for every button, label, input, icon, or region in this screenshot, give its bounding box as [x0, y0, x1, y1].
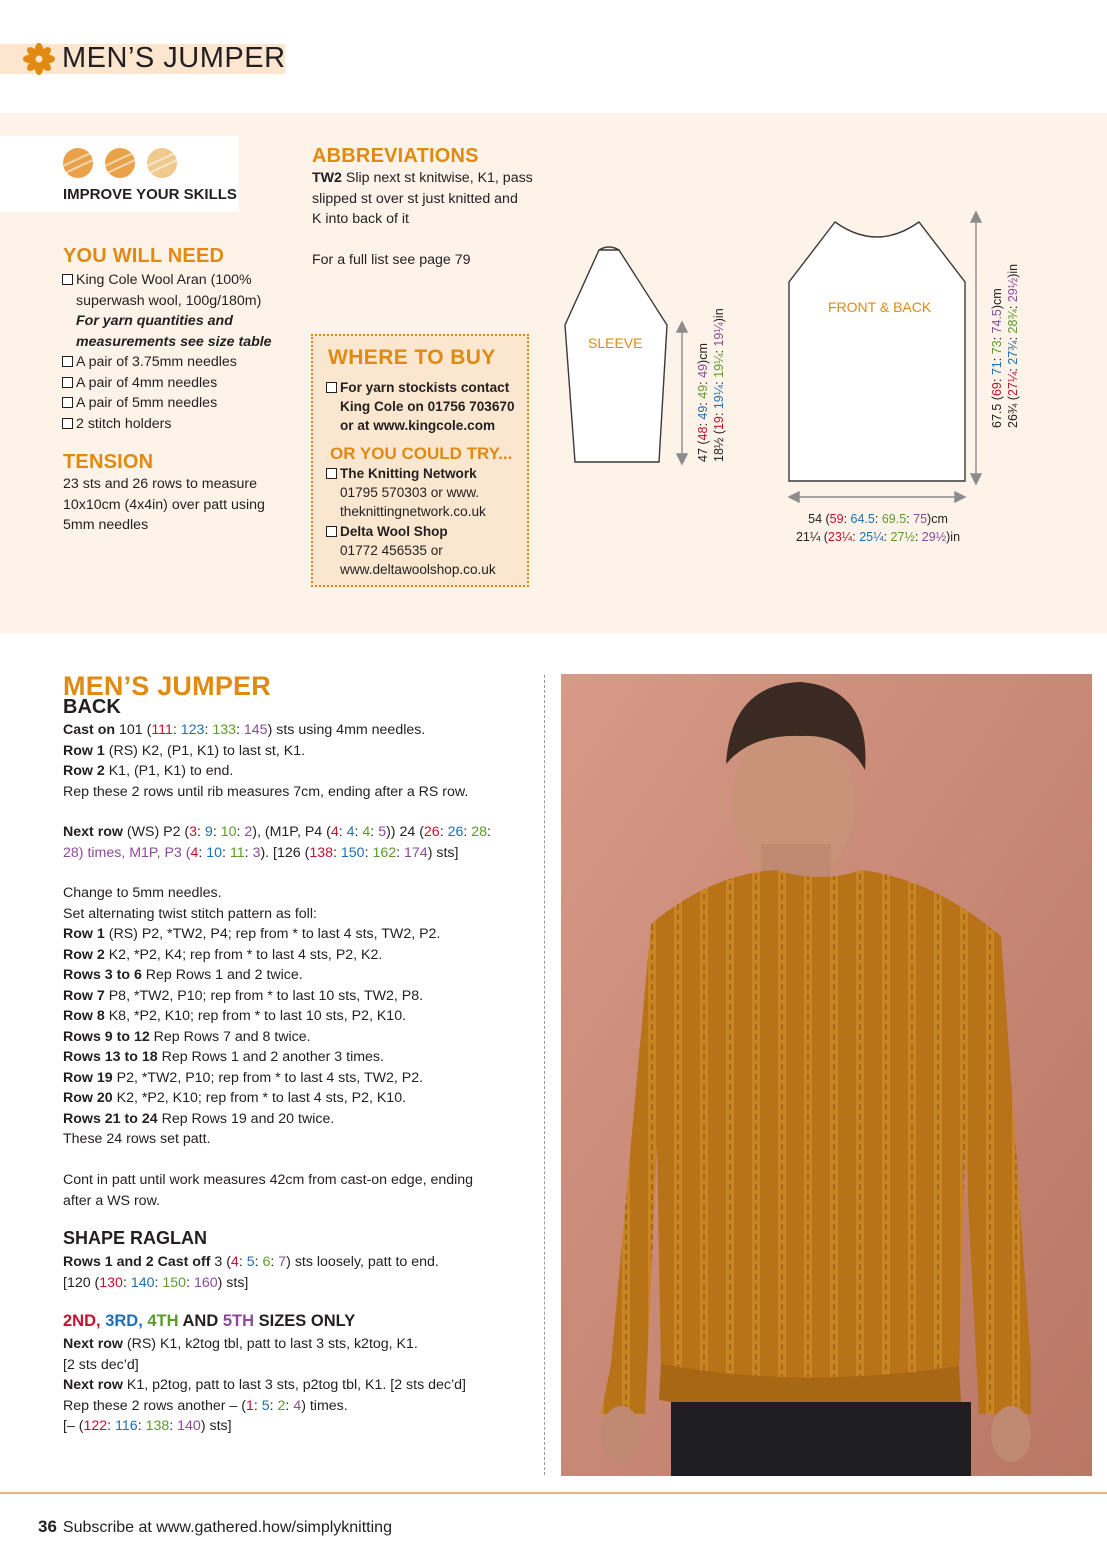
- yarn-ball-icon: [63, 148, 93, 178]
- checkbox-icon: [62, 274, 73, 285]
- pattern-raglan: Rows 1 and 2 Cast off 3 (4: 5: 6: 7) sts loosely, patt to end. [120 (130: 140: 150: 160) sts]: [63, 1254, 439, 1291]
- body-measure-in: 26¾ (27¼: 27¾: 28¾: 29½)in: [1006, 263, 1020, 428]
- sleeve-length-arrow: [677, 322, 687, 464]
- pattern-cast-on: Cast on 101 (111: 123: 133: 145) sts using 4mm needles. Row 1 (RS) K2, (P1, K1) to last st, K1. Row 2 K1, (P1, K1) to end. Rep these 2 rows until rib measures 7cm, ending after a RS row.: [63, 722, 469, 800]
- checkbox-icon: [62, 418, 73, 429]
- front-back-label: FRONT & BACK: [828, 299, 932, 315]
- pattern-next-row: Next row (WS) P2 (3: 9: 10: 2), (M1P, P4 (4: 4: 4: 5)) 24 (26: 26: 28: 28) times, M1P, P3 (4: 10: 11: 3). [126 (138: 150: 162: 174) sts]: [63, 824, 491, 861]
- page-title: MEN’S JUMPER: [62, 42, 286, 74]
- skills-label: IMPROVE YOUR SKILLS: [63, 186, 237, 203]
- tension-title: TENSION: [63, 451, 154, 473]
- checkbox-icon: [326, 526, 337, 537]
- list-item: A pair of 5mm needles: [62, 393, 302, 414]
- abbreviations-text: TW2 Slip next st knitwise, K1, pass slipped st over st just knitted and K into back of it For a full list see page 79: [312, 170, 533, 268]
- list-item: A pair of 3.75mm needles: [62, 352, 302, 373]
- yarn-note: measurements see size table: [76, 333, 272, 350]
- try-title: OR YOU COULD TRY...: [330, 444, 513, 463]
- sleeve-shape: [565, 250, 667, 462]
- checkbox-icon: [62, 377, 73, 388]
- list-item: King Cole Wool Aran (100%: [62, 270, 302, 291]
- list-item: 2 stitch holders: [62, 414, 302, 435]
- abbreviations-title: ABBREVIATIONS: [312, 145, 479, 167]
- raglan-title: SHAPE RAGLAN: [63, 1228, 208, 1248]
- model-photo: [561, 674, 1092, 1476]
- sizes-only-title: 2ND, 3RD, 4TH AND 5TH SIZES ONLY: [63, 1312, 356, 1330]
- body-width-arrow: [789, 492, 965, 502]
- back-title: BACK: [63, 696, 121, 718]
- width-measure-in: 21¼ (23¼: 25¼: 27½: 29½)in: [795, 530, 961, 544]
- stockist-list: The Knitting Network 01795 570303 or www. theknittingnetwork.co.uk Delta Wool Shop 01772 456535 or www.deltawoolshop.co.uk: [326, 464, 496, 579]
- pattern-title: MEN’S JUMPER: [63, 671, 271, 701]
- where-to-buy-text: For yarn stockists contact King Cole on 01756 703670 or at www.kingcole.com: [326, 378, 515, 436]
- list-item-cont: superwash wool, 100g/180m): [76, 292, 262, 309]
- yarn-note: For yarn quantities and: [76, 313, 233, 329]
- footer: [38, 1517, 392, 1537]
- body-length-arrow: [971, 212, 981, 484]
- body-measure-cm: 67.5 (69: 71: 73: 74.5)cm: [990, 288, 1004, 428]
- jumper-illustration: [561, 674, 1092, 1476]
- stockist-link[interactable]: www.deltawoolshop.co.uk: [340, 562, 496, 578]
- checkbox-icon: [326, 382, 337, 393]
- you-will-need-list: [62, 270, 302, 434]
- sleeve-measure-cm: 47 (48: 49: 49: 49)cm: [696, 343, 710, 462]
- checkbox-icon: [62, 356, 73, 367]
- footer-rule: [0, 1492, 1107, 1494]
- page-number: 36: [38, 1517, 57, 1536]
- size-diagram: [555, 200, 1107, 560]
- tension-text: 23 sts and 26 rows to measure 10x10cm (4x4in) over patt using 5mm needles: [63, 476, 265, 533]
- width-measure-cm: 54 (59: 64.5: 69.5: 75)cm: [808, 512, 948, 526]
- front-back-shape: [789, 222, 965, 481]
- yarn-ball-icon: [105, 148, 135, 178]
- pattern-twist-rows: Change to 5mm needles. Set alternating twist stitch pattern as foll: Row 1 (RS) P2, *TW2, P4; rep from * to last 4 sts, TW2, P2. Row 2 K2, *P2, K4; rep from * to last 4 sts, P2, K2. Rows 3 to 6 Rep Rows 1 and 2 twice. Row 7 P8, *TW2, P10; rep from * to last 10 sts, TW2, P8. Row 8 K8, *P2, K10; rep from * to last 10 sts, P2, K10. Rows 9 to 12 Rep Rows 7 and 8 twice. Rows 13 to 18 Rep Rows 1 and 2 another 3 times. Row 19 P2, *TW2, P10; rep from * to last 4 sts, TW2, P2. Row 20 K2, *P2, K10; rep from * to last 4 sts, P2, K10. Rows 21 to 24 Rep Rows 19 and 20 twice. These 24 rows set patt.: [63, 885, 441, 1147]
- yarn-ball-empty-icon: [147, 148, 177, 178]
- checkbox-icon: [62, 397, 73, 408]
- stockist-link[interactable]: theknittingnetwork.co.uk: [340, 504, 486, 520]
- column-divider: [544, 675, 545, 1475]
- sleeve-label: SLEEVE: [588, 335, 643, 351]
- list-item: A pair of 4mm needles: [62, 373, 302, 394]
- you-will-need-title: YOU WILL NEED: [63, 245, 225, 267]
- flower-icon: [22, 42, 56, 76]
- checkbox-icon: [326, 468, 337, 479]
- pattern-sizes-only: Next row (RS) K1, k2tog tbl, patt to last 3 sts, k2tog, K1. [2 sts dec’d] Next row K1, p2tog, patt to last 3 sts, p2tog tbl, K1. [2 sts dec’d] Rep these 2 rows another – (1: 5: 2: 4) times. [– (122: 116: 138: 140) sts]: [63, 1336, 466, 1434]
- sleeve-measure-in: 18½ (19: 19¼: 19¼: 19¼)in: [712, 308, 726, 462]
- subscribe-link[interactable]: Subscribe at www.gathered.how/simplyknitting: [62, 1519, 392, 1536]
- where-to-buy-title: WHERE TO BUY: [328, 346, 496, 369]
- pattern-continue: Cont in patt until work measures 42cm from cast-on edge, ending after a WS row.: [63, 1172, 474, 1209]
